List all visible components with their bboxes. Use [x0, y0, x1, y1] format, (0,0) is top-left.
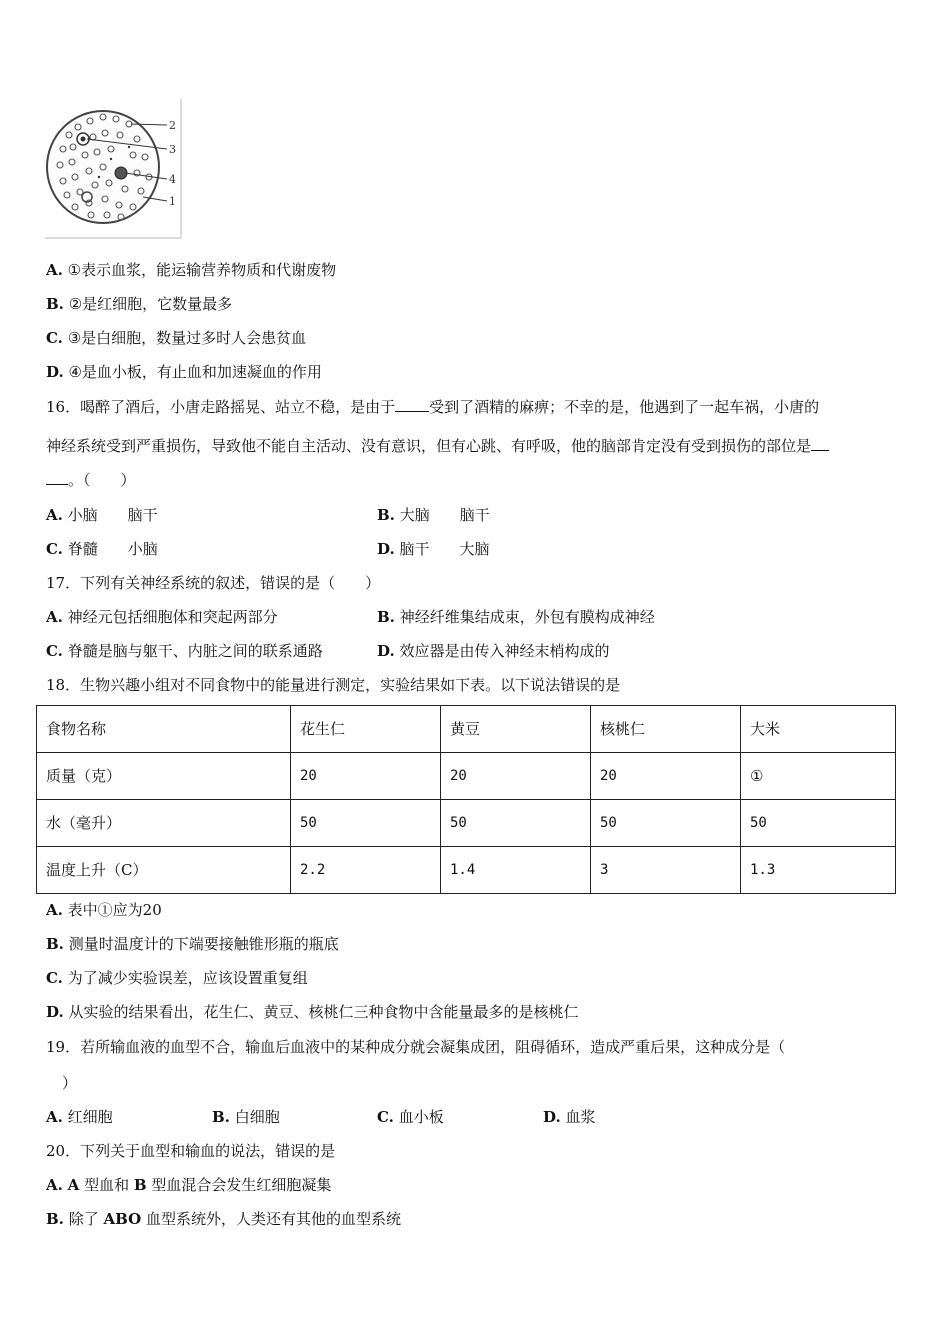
q16-option-c[interactable]: C. 脊髓 小脑 [46, 540, 158, 558]
q20-option-b[interactable]: B. 除了 ABO 血型系统外，人类还有其他的血型系统 [46, 1210, 401, 1228]
table-header: 黄豆 [441, 706, 591, 753]
q15-option-d[interactable]: D. ④是血小板，有止血和加速凝血的作用 [46, 363, 322, 381]
q16-option-b[interactable]: B. 大脑 脑干 [377, 506, 490, 524]
table-cell: 质量（克） [37, 753, 291, 800]
table-cell: 20 [591, 753, 741, 800]
q17-option-d[interactable]: D. 效应器是由传入神经末梢构成的 [377, 642, 610, 660]
q18-option-c[interactable]: C. 为了减少实验误差，应该设置重复组 [46, 969, 308, 987]
q19-stem-end: ） [62, 1074, 78, 1092]
answer-blank[interactable] [811, 436, 829, 451]
table-cell: 1.3 [741, 847, 896, 894]
q15-option-b[interactable]: B. ②是红细胞，它数量最多 [46, 295, 233, 313]
figure-label: 3 [169, 143, 176, 156]
q18-stem: 18．生物兴趣小组对不同食物中的能量进行测定，实验结果如下表。以下说法错误的是 [46, 676, 621, 694]
table-header: 食物名称 [37, 706, 291, 753]
q17-stem: 17．下列有关神经系统的叙述，错误的是（ ） [46, 574, 381, 592]
q15-option-a[interactable]: A. ①表示血浆，能运输营养物质和代谢废物 [46, 261, 337, 279]
q15-option-c[interactable]: C. ③是白细胞，数量过多时人会患贫血 [46, 329, 307, 347]
q17-option-a[interactable]: A. 神经元包括细胞体和突起两部分 [46, 608, 278, 626]
q17-option-b[interactable]: B. 神经纤维集结成束，外包有膜构成神经 [377, 608, 655, 626]
table-cell: 2.2 [291, 847, 441, 894]
table-header: 核桃仁 [591, 706, 741, 753]
q19-option-b[interactable]: B. 白细胞 [212, 1108, 280, 1126]
figure-label: 2 [169, 119, 176, 132]
q19-option-d[interactable]: D. 血浆 [543, 1108, 596, 1126]
table-cell: ① [741, 753, 896, 800]
table-header: 花生仁 [291, 706, 441, 753]
table-cell: 1.4 [441, 847, 591, 894]
table-cell: 50 [291, 800, 441, 847]
table-row [37, 800, 896, 847]
table-header-row [37, 706, 896, 753]
q17-option-c[interactable]: C. 脊髓是脑与躯干、内脏之间的联系通路 [46, 642, 323, 660]
blood-smear-figure [45, 97, 183, 239]
figure-label: 1 [169, 195, 176, 208]
q16-option-a[interactable]: A. 小脑 脑干 [46, 506, 158, 524]
table-row [37, 753, 896, 800]
q16-stem-line2: 神经系统受到严重损伤，导致他不能自主活动、没有意识，但有心跳、有呼吸，他的脑部肯定没有受到损伤的部位是 [46, 436, 829, 456]
table-header: 大米 [741, 706, 896, 753]
table-row [37, 847, 896, 894]
q19-option-a[interactable]: A. 红细胞 [46, 1108, 113, 1126]
q18-option-d[interactable]: D. 从实验的结果看出，花生仁、黄豆、核桃仁三种食物中含能量最多的是核桃仁 [46, 1003, 579, 1021]
table-cell: 3 [591, 847, 741, 894]
q16-stem-line3: 。（ ） [46, 470, 136, 490]
q19-option-c[interactable]: C. 血小板 [377, 1108, 444, 1126]
table-cell: 温度上升（C） [37, 847, 291, 894]
q16-stem-line1: 16．喝醉了酒后，小唐走路摇晃、站立不稳，是由于 受到了酒精的麻痹；不幸的是，他遇到了一起车祸，小唐的 [46, 398, 820, 416]
figure-label: 4 [169, 173, 176, 186]
q18-option-a[interactable]: A. 表中①应为20 [46, 901, 162, 919]
answer-blank[interactable] [46, 470, 68, 485]
table-cell: 50 [441, 800, 591, 847]
q20-option-a[interactable]: A. A 型血和 B 型血混合会发生红细胞凝集 [46, 1176, 332, 1194]
table-cell: 水（毫升） [37, 800, 291, 847]
table-cell: 50 [741, 800, 896, 847]
q19-stem: 19．若所输血液的血型不合，输血后血液中的某种成分就会凝集成团，阻碍循环，造成严重后果，这种成分是（ [46, 1038, 786, 1056]
food-energy-table [36, 705, 896, 894]
q16-option-d[interactable]: D. 脑干 大脑 [377, 540, 490, 558]
table-cell: 20 [441, 753, 591, 800]
q18-option-b[interactable]: B. 测量时温度计的下端要接触锥形瓶的瓶底 [46, 935, 339, 953]
table-cell: 20 [291, 753, 441, 800]
q20-stem: 20．下列关于血型和输血的说法，错误的是 [46, 1142, 336, 1160]
table-cell: 50 [591, 800, 741, 847]
answer-blank[interactable] [395, 397, 429, 412]
